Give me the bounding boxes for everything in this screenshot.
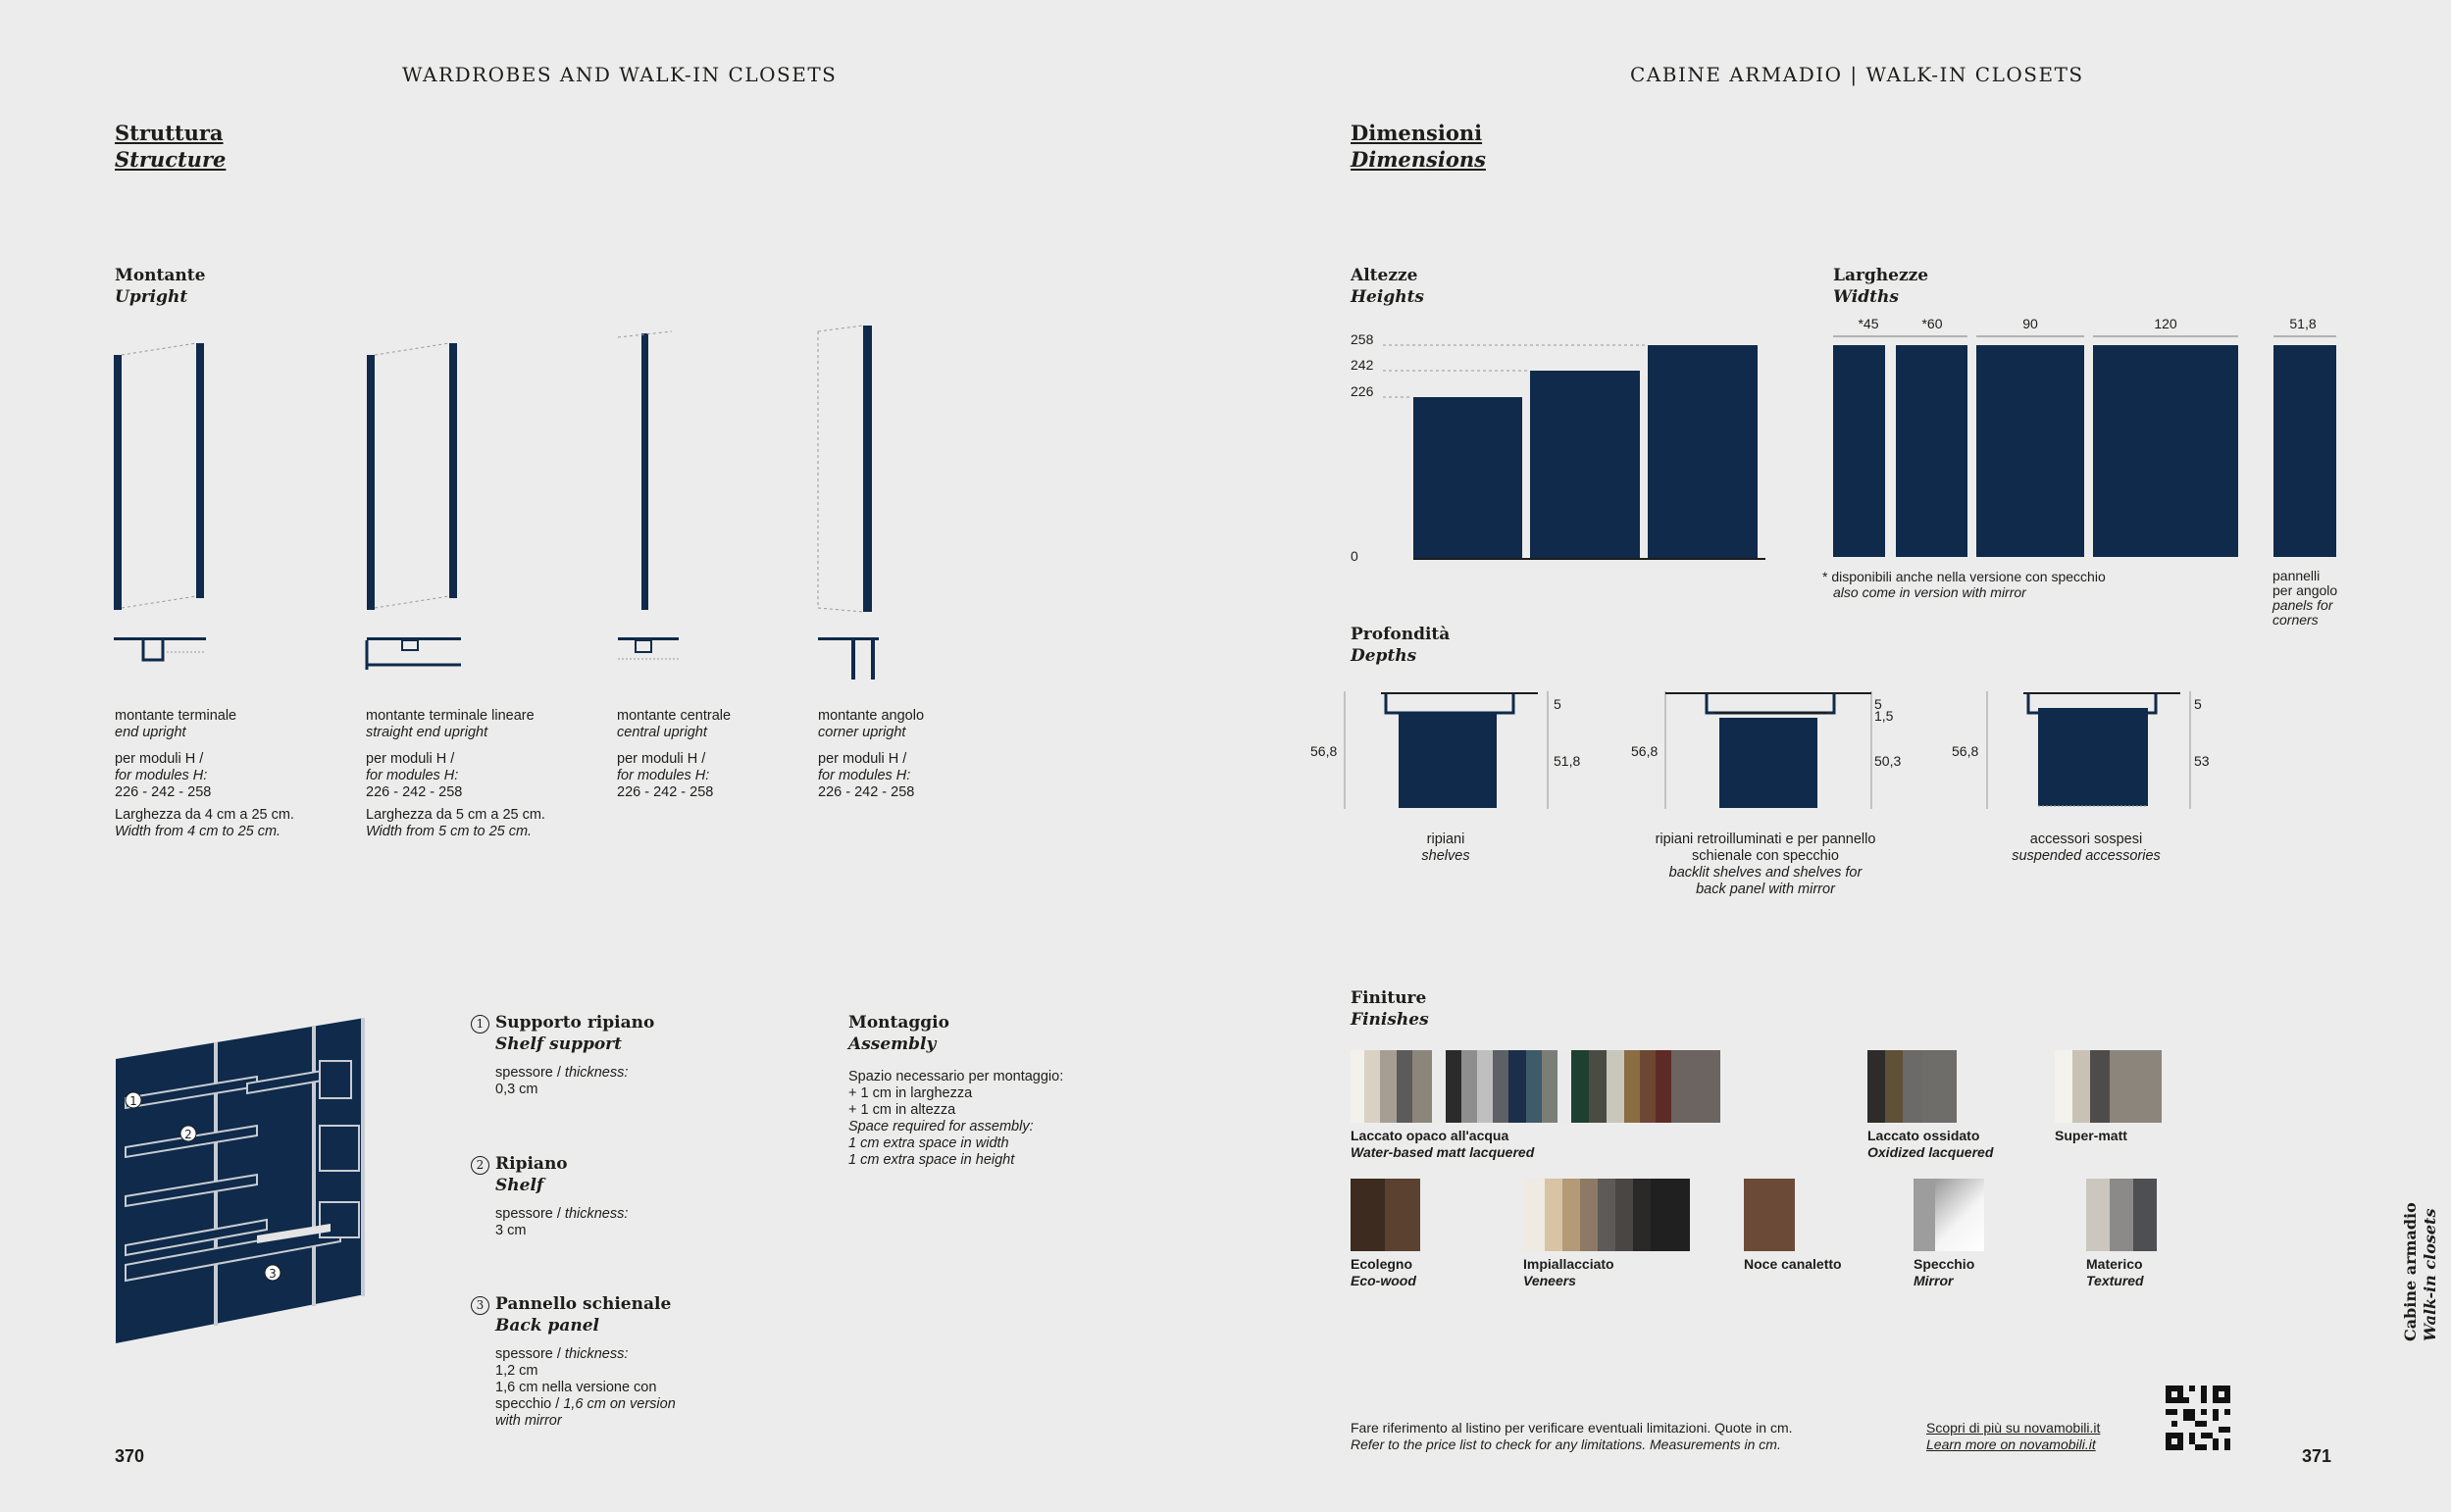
depth-3-total: 56,8 <box>1952 743 1979 759</box>
depths-drawings <box>1342 686 2323 819</box>
upright-2-mod-it: per moduli H / <box>366 751 455 767</box>
finish-swatch <box>1412 1050 1432 1123</box>
finish-oxidized-en: Oxidized lacquered <box>1867 1144 1994 1160</box>
depth-1-total: 56,8 <box>1310 743 1338 759</box>
widths-chart <box>1830 331 2340 562</box>
depth-1-body: 51,8 <box>1554 753 1581 769</box>
part-3-extra-en: 1,6 cm on version with mirror <box>495 1396 676 1429</box>
upright-4-it: montante angolo <box>818 708 925 724</box>
upright-2-mod-en: for modules H: <box>366 768 459 783</box>
part-1-spec-en: thickness: <box>564 1065 629 1081</box>
finish-swatch <box>1351 1179 1385 1251</box>
part-2-num: 2 <box>471 1156 489 1175</box>
part-3-spec-en: thickness: <box>564 1346 629 1362</box>
assembly-l4: Space required for assembly: <box>848 1119 1034 1134</box>
upright-1-mod-it: per moduli H / <box>115 751 204 767</box>
depth-1-caption <box>1348 832 1544 865</box>
depth-2-it1: ripiani retroilluminati e per pannello <box>1655 832 1876 847</box>
footer-note-it: Fare riferimento al listino per verificare eventuali limitazioni. Quote in cm. <box>1351 1420 1793 1436</box>
widths-note <box>1822 569 2106 600</box>
finish-veneer-label <box>1523 1256 1614 1289</box>
height-tick-226: 226 <box>1351 383 1374 399</box>
height-bar-242 <box>1530 371 1640 559</box>
assembly-l5: 1 cm extra space in width <box>848 1135 1009 1151</box>
heights-en: Heights <box>1351 287 1425 307</box>
upright-3-it: montante centrale <box>617 708 732 724</box>
finish-swatch <box>1562 1179 1580 1251</box>
upright-3-en: central upright <box>617 725 707 740</box>
swatches-materico <box>2086 1179 2157 1251</box>
footer-note <box>1351 1420 1793 1453</box>
finish-swatch <box>1523 1179 1545 1251</box>
widths-en: Widths <box>1833 287 1899 307</box>
finish-materico-it: Materico <box>2086 1256 2143 1272</box>
corner-note-2: per angolo <box>2272 582 2338 598</box>
depths-en: Depths <box>1351 646 1417 666</box>
upright-heading-en: Upright <box>115 287 188 307</box>
width-label-60: *60 <box>1921 316 1943 331</box>
finish-swatch <box>1477 1050 1493 1123</box>
finish-swatch <box>1640 1050 1656 1123</box>
width-bar-90 <box>1976 345 2084 557</box>
depth-shelves-drawing <box>1345 691 1548 809</box>
finish-mirror-label <box>1914 1256 1974 1289</box>
finish-swatch <box>2072 1050 2090 1123</box>
part-3-en: Back panel <box>495 1316 599 1336</box>
finish-swatch <box>1580 1179 1598 1251</box>
finish-ecowood-it: Ecolegno <box>1351 1256 1413 1272</box>
structure-title-it: Struttura <box>115 121 224 145</box>
swatches-oxidized <box>1867 1050 1957 1123</box>
finish-swatch <box>1397 1050 1412 1123</box>
straight-end-upright-drawing <box>367 343 461 670</box>
finish-swatch <box>2110 1179 2133 1251</box>
corner-note <box>2272 569 2337 628</box>
finish-swatch <box>1935 1179 1984 1251</box>
part-2-it: Ripiano <box>495 1154 568 1174</box>
depth-suspended-drawing <box>1987 691 2190 809</box>
side-label-en: Walk-in closets <box>2421 1208 2439 1341</box>
finish-swatch <box>1557 1050 1571 1123</box>
swatches-mirror <box>1914 1179 1984 1251</box>
page-number-right: 371 <box>2302 1446 2332 1466</box>
depth-2-caption <box>1608 832 1922 898</box>
assembly-it: Montaggio <box>848 1013 949 1033</box>
dimensions-title-it: Dimensioni <box>1351 121 1483 145</box>
assembly-l2: + 1 cm in larghezza <box>848 1085 973 1101</box>
upright-caption-1 <box>115 708 350 840</box>
swatches-ecowood <box>1351 1179 1420 1251</box>
upright-1-en: end upright <box>115 725 186 740</box>
part-3 <box>471 1293 716 1430</box>
finish-swatch <box>1432 1050 1446 1123</box>
assembly-en: Assembly <box>848 1034 937 1054</box>
height-bar-258 <box>1648 345 1758 559</box>
upright-2-it: montante terminale lineare <box>366 708 535 724</box>
finish-oxidized-label <box>1867 1128 1993 1161</box>
link-it[interactable]: Scopri di più su novamobili.it <box>1926 1420 2101 1436</box>
swatches-noce <box>1744 1179 1795 1251</box>
corner-note-3: panels for <box>2272 597 2333 613</box>
upright-3-mod-en: for modules H: <box>617 768 710 783</box>
finish-materico-en: Textured <box>2086 1273 2144 1288</box>
depth-2-en1: backlit shelves and shelves for <box>1668 865 1863 881</box>
finish-oxidized-it: Laccato ossidato <box>1867 1128 1980 1143</box>
right-header: CABINE ARMADIO | WALK-IN CLOSETS <box>1630 63 2084 86</box>
height-bar-226 <box>1413 397 1522 559</box>
width-bar-120 <box>2093 345 2238 557</box>
svg-text:2: 2 <box>184 1128 192 1141</box>
part-3-num: 3 <box>471 1296 489 1315</box>
finish-swatch <box>1461 1050 1477 1123</box>
finish-swatch <box>1571 1050 1589 1123</box>
side-label-it: Cabine armadio <box>2401 1202 2420 1341</box>
depth-1-it: ripiani <box>1426 832 1465 847</box>
finish-matt-label <box>1351 1128 1534 1161</box>
depth-3-body: 53 <box>2194 753 2210 769</box>
wardrobe-illustration <box>110 1010 404 1348</box>
width-label-90: 90 <box>2022 316 2038 331</box>
depth-3-top: 5 <box>2194 696 2202 712</box>
upright-1-width-en: Width from 4 cm to 25 cm. <box>115 824 281 839</box>
finish-swatch <box>1598 1179 1615 1251</box>
part-2-value: 3 cm <box>495 1223 527 1238</box>
finish-matt-it: Laccato opaco all'acqua <box>1351 1128 1509 1143</box>
central-upright-drawing <box>618 331 679 659</box>
part-1-spec-it: spessore / <box>495 1065 565 1081</box>
finish-veneer-en: Veneers <box>1523 1273 1576 1288</box>
width-label-corner: 51,8 <box>2289 316 2317 331</box>
upright-4-mod-it: per moduli H / <box>818 751 907 767</box>
side-label <box>2401 1202 2440 1341</box>
finish-swatch <box>1671 1050 1720 1123</box>
upright-1-heights: 226 - 242 - 258 <box>115 784 212 800</box>
part-2 <box>471 1153 736 1239</box>
finish-veneer-it: Impiallacciato <box>1523 1256 1614 1272</box>
widths-note-en: also come in version with mirror <box>1833 584 2026 600</box>
widths-it: Larghezze <box>1833 266 1929 285</box>
widths-note-it: * disponibili anche nella versione con specchio <box>1822 569 2106 584</box>
finish-supermatt-label <box>2055 1128 2127 1144</box>
part-3-value: 1,2 cm <box>495 1363 538 1379</box>
footer-note-en: Refer to the price list to check for any limitations. Measurements in cm. <box>1351 1436 1781 1452</box>
finish-supermatt-it: Super-matt <box>2055 1128 2127 1143</box>
width-bar-45 <box>1833 345 1885 557</box>
part-3-extra-it: 1,6 cm nella versione con specchio / <box>495 1380 657 1412</box>
finish-swatch <box>1615 1179 1633 1251</box>
height-tick-0: 0 <box>1351 548 1358 564</box>
depth-2-top: 5 <box>1874 696 1882 712</box>
finish-swatch <box>1633 1179 1651 1251</box>
upright-4-en: corner upright <box>818 725 906 740</box>
upright-2-width-en: Width from 5 cm to 25 cm. <box>366 824 533 839</box>
upright-caption-3 <box>617 708 813 801</box>
page-number-left: 370 <box>115 1446 145 1466</box>
link-en[interactable]: Learn more on novamobili.it <box>1926 1436 2096 1452</box>
depth-2-it2: schienale con specchio <box>1692 848 1839 864</box>
upright-drawings <box>98 314 942 706</box>
depth-backlit-drawing <box>1665 691 1871 809</box>
finish-swatch <box>1526 1050 1542 1123</box>
finishes-en: Finishes <box>1351 1010 1429 1030</box>
upright-1-mod-en: for modules H: <box>115 768 208 783</box>
structure-title-en: Structure <box>115 147 227 172</box>
height-tick-242: 242 <box>1351 357 1374 373</box>
finish-matt-en: Water-based matt lacquered <box>1351 1144 1535 1160</box>
finish-swatch <box>1351 1050 1364 1123</box>
upright-4-mod-en: for modules H: <box>818 768 911 783</box>
depth-3-caption <box>1973 832 2199 865</box>
upright-2-width-it: Larghezza da 5 cm a 25 cm. <box>366 807 545 823</box>
upright-3-heights: 226 - 242 - 258 <box>617 784 714 800</box>
finish-ecowood-en: Eco-wood <box>1351 1273 1416 1288</box>
swatches-matt <box>1351 1050 1720 1123</box>
corner-note-4: corners <box>2272 612 2319 628</box>
finish-mirror-it: Specchio <box>1914 1256 1975 1272</box>
finish-swatch <box>1607 1050 1624 1123</box>
heights-chart <box>1378 333 1770 564</box>
depth-3-it: accessori sospesi <box>2029 832 2143 847</box>
svg-text:3: 3 <box>269 1267 277 1281</box>
finish-swatch <box>1656 1050 1671 1123</box>
finish-swatch <box>1545 1179 1562 1251</box>
finish-swatch <box>2086 1179 2110 1251</box>
structure-title <box>115 120 226 173</box>
part-2-spec-en: thickness: <box>564 1206 629 1222</box>
upright-1-it: montante terminale <box>115 708 237 724</box>
finish-mirror-en: Mirror <box>1914 1273 1954 1288</box>
depth-2-mid: 1,5 <box>1874 708 1894 724</box>
finish-swatch <box>2055 1050 2072 1123</box>
height-tick-258: 258 <box>1351 331 1374 347</box>
finish-swatch <box>1744 1179 1795 1251</box>
upright-3-mod-it: per moduli H / <box>617 751 706 767</box>
qr-code-icon[interactable] <box>2166 1386 2230 1450</box>
finishes-heading <box>1351 987 1429 1031</box>
part-2-en: Shelf <box>495 1176 544 1195</box>
depth-1-en: shelves <box>1421 848 1470 864</box>
finish-swatch <box>1493 1050 1508 1123</box>
finish-noce-it: Noce canaletto <box>1744 1256 1842 1272</box>
heights-it: Altezze <box>1351 266 1418 285</box>
finish-swatch <box>1651 1179 1690 1251</box>
part-1-num: 1 <box>471 1015 489 1033</box>
novamobili-link[interactable] <box>1926 1420 2100 1453</box>
upright-1-width-it: Larghezza da 4 cm a 25 cm. <box>115 807 294 823</box>
part-3-it: Pannello schienale <box>495 1294 672 1314</box>
dimensions-title <box>1351 120 1486 173</box>
finish-swatch <box>1922 1050 1957 1123</box>
depth-2-body: 50,3 <box>1874 753 1902 769</box>
depth-1-top: 5 <box>1554 696 1561 712</box>
part-1-value: 0,3 cm <box>495 1082 538 1097</box>
width-bar-60 <box>1896 345 1967 557</box>
part-1-en: Shelf support <box>495 1034 622 1054</box>
finish-swatch <box>2110 1050 2162 1123</box>
upright-heading <box>115 265 205 308</box>
upright-heading-it: Montante <box>115 266 206 285</box>
upright-caption-4 <box>818 708 1014 801</box>
part-2-spec-it: spessore / <box>495 1206 565 1222</box>
depth-2-total: 56,8 <box>1631 743 1659 759</box>
finish-noce-label <box>1744 1256 1842 1273</box>
finish-swatch <box>1867 1050 1885 1123</box>
finish-swatch <box>1508 1050 1526 1123</box>
upright-4-heights: 226 - 242 - 258 <box>818 784 915 800</box>
depth-3-en: suspended accessories <box>2012 848 2161 864</box>
assembly-block <box>848 1012 1123 1169</box>
assembly-l3: + 1 cm in altezza <box>848 1102 956 1118</box>
depth-2-en2: back panel with mirror <box>1696 882 1835 897</box>
assembly-l6: 1 cm extra space in height <box>848 1152 1015 1168</box>
left-header: WARDROBES AND WALK-IN CLOSETS <box>402 63 838 86</box>
dimensions-title-en: Dimensions <box>1351 147 1486 172</box>
part-3-spec-it: spessore / <box>495 1346 565 1362</box>
finish-swatch <box>1624 1050 1640 1123</box>
depths-it: Profondità <box>1351 625 1451 644</box>
upright-2-en: straight end upright <box>366 725 488 740</box>
upright-2-heights: 226 - 242 - 258 <box>366 784 463 800</box>
upright-caption-2 <box>366 708 611 840</box>
finish-ecowood-label <box>1351 1256 1416 1289</box>
finish-swatch <box>1885 1050 1903 1123</box>
corner-upright-drawing <box>818 326 879 680</box>
finish-swatch <box>1542 1050 1557 1123</box>
finish-swatch <box>2090 1050 2110 1123</box>
end-upright-drawing <box>114 343 206 660</box>
width-label-45: *45 <box>1858 316 1879 331</box>
svg-text:1: 1 <box>129 1094 137 1108</box>
finish-swatch <box>2133 1179 2157 1251</box>
finish-swatch <box>1914 1179 1935 1251</box>
width-label-120: 120 <box>2154 316 2177 331</box>
finish-materico-label <box>2086 1256 2144 1289</box>
finishes-it: Finiture <box>1351 988 1427 1008</box>
heights-heading <box>1351 265 1424 308</box>
finish-swatch <box>1385 1179 1420 1251</box>
part-1-it: Supporto ripiano <box>495 1013 655 1033</box>
swatches-veneer <box>1523 1179 1690 1251</box>
assembly-l1: Spazio necessario per montaggio: <box>848 1069 1064 1084</box>
finish-swatch <box>1589 1050 1607 1123</box>
corner-note-1: pannelli <box>2272 568 2321 583</box>
swatches-supermatt <box>2055 1050 2162 1123</box>
finish-swatch <box>1446 1050 1461 1123</box>
widths-heading <box>1833 265 1928 308</box>
finish-swatch <box>1903 1050 1922 1123</box>
finish-swatch <box>1364 1050 1380 1123</box>
finish-swatch <box>1380 1050 1397 1123</box>
depths-heading <box>1351 624 1450 667</box>
width-bar-corner <box>2273 345 2336 557</box>
part-1 <box>471 1012 736 1098</box>
